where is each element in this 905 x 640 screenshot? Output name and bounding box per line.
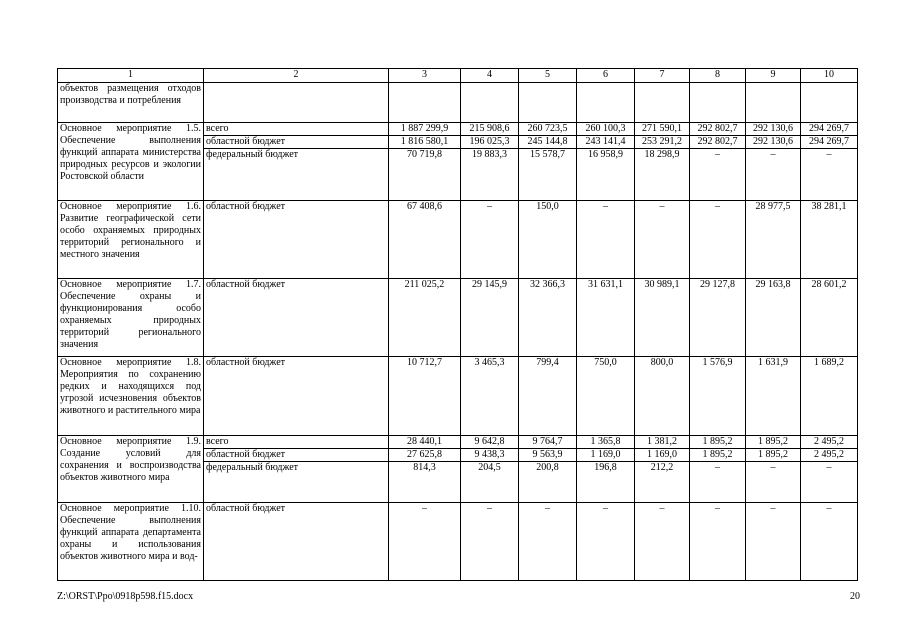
- amount-cell: 1 887 299,9: [389, 123, 461, 136]
- funding-source-cell: областной бюджет: [204, 136, 389, 149]
- amount-cell: 1 365,8: [577, 436, 635, 449]
- amount-cell: –: [690, 149, 746, 201]
- amount-cell: –: [577, 201, 635, 279]
- column-header: 8: [690, 69, 746, 83]
- amount-cell: 31 631,1: [577, 279, 635, 357]
- amount-cell: 1 576,9: [690, 357, 746, 436]
- amount-cell: 271 590,1: [635, 123, 690, 136]
- amount-cell: 2 495,2: [801, 449, 858, 462]
- amount-cell: 292 130,6: [746, 136, 801, 149]
- amount-cell: 9 563,9: [519, 449, 577, 462]
- funding-source-cell: [204, 83, 389, 123]
- amount-cell: 260 723,5: [519, 123, 577, 136]
- amount-cell: 245 144,8: [519, 136, 577, 149]
- amount-cell: 799,4: [519, 357, 577, 436]
- amount-cell: [461, 83, 519, 123]
- table-row: [58, 503, 858, 581]
- amount-cell: 38 281,1: [801, 201, 858, 279]
- amount-cell: 10 712,7: [389, 357, 461, 436]
- budget-table: [57, 68, 858, 581]
- amount-cell: 9 764,7: [519, 436, 577, 449]
- amount-cell: 1 689,2: [801, 357, 858, 436]
- amount-cell: 1 169,0: [577, 449, 635, 462]
- amount-cell: 2 495,2: [801, 436, 858, 449]
- amount-cell: 1 895,2: [746, 449, 801, 462]
- funding-source-cell: федеральный бюджет: [204, 462, 389, 503]
- amount-cell: –: [635, 503, 690, 581]
- header-row: [58, 69, 858, 83]
- funding-source-cell: областной бюджет: [204, 503, 389, 581]
- amount-cell: 215 908,6: [461, 123, 519, 136]
- amount-cell: 200,8: [519, 462, 577, 503]
- amount-cell: 27 625,8: [389, 449, 461, 462]
- amount-cell: –: [746, 503, 801, 581]
- amount-cell: 9 438,3: [461, 449, 519, 462]
- amount-cell: 3 465,3: [461, 357, 519, 436]
- activity-name-cell: Основное мероприятие 1.8. Мероприятия по сохранению редких и находящихся под угрозой исчезновения объектов животного и растительного мира: [58, 357, 204, 436]
- amount-cell: 253 291,2: [635, 136, 690, 149]
- funding-source-cell: всего: [204, 123, 389, 136]
- column-header: 2: [204, 69, 389, 83]
- amount-cell: 1 895,2: [690, 436, 746, 449]
- table-row: [58, 436, 858, 449]
- amount-cell: 19 883,3: [461, 149, 519, 201]
- amount-cell: 70 719,8: [389, 149, 461, 201]
- funding-source-cell: областной бюджет: [204, 279, 389, 357]
- amount-cell: 1 816 580,1: [389, 136, 461, 149]
- amount-cell: 1 895,2: [690, 449, 746, 462]
- amount-cell: [746, 83, 801, 123]
- amount-cell: 29 163,8: [746, 279, 801, 357]
- amount-cell: 30 989,1: [635, 279, 690, 357]
- amount-cell: [690, 83, 746, 123]
- amount-cell: 67 408,6: [389, 201, 461, 279]
- activity-name-cell: Основное мероприятие 1.5. Обеспечение выполнения функций аппарата министерства природных ресурсов и экологии Ростовской области: [58, 123, 204, 201]
- amount-cell: 204,5: [461, 462, 519, 503]
- activity-name-cell: объектов размещения отходов производства и потребления: [58, 83, 204, 123]
- amount-cell: 1 169,0: [635, 449, 690, 462]
- amount-cell: 243 141,4: [577, 136, 635, 149]
- activity-name-cell: Основное мероприятие 1.6. Развитие географической сети особо охраняемых природных территорий регионального и местного значения: [58, 201, 204, 279]
- amount-cell: 28 601,2: [801, 279, 858, 357]
- amount-cell: –: [519, 503, 577, 581]
- column-header: 9: [746, 69, 801, 83]
- table-row: [58, 83, 858, 123]
- amount-cell: 28 440,1: [389, 436, 461, 449]
- amount-cell: –: [461, 201, 519, 279]
- column-header: 10: [801, 69, 858, 83]
- funding-source-cell: всего: [204, 436, 389, 449]
- amount-cell: 211 025,2: [389, 279, 461, 357]
- column-header: 5: [519, 69, 577, 83]
- amount-cell: 814,3: [389, 462, 461, 503]
- amount-cell: [519, 83, 577, 123]
- amount-cell: 9 642,8: [461, 436, 519, 449]
- amount-cell: [635, 83, 690, 123]
- page-number: 20: [850, 591, 860, 602]
- activity-name-cell: Основное мероприятие 1.7. Обеспечение охраны и функционирования особо охраняемых природных территорий регионального значения: [58, 279, 204, 357]
- table-row: [58, 279, 858, 357]
- amount-cell: 292 802,7: [690, 123, 746, 136]
- amount-cell: –: [635, 201, 690, 279]
- amount-cell: 15 578,7: [519, 149, 577, 201]
- amount-cell: 150,0: [519, 201, 577, 279]
- amount-cell: 294 269,7: [801, 123, 858, 136]
- amount-cell: 292 130,6: [746, 123, 801, 136]
- file-path: Z:\ORST\Ppo\0918p598.f15.docx: [57, 591, 194, 602]
- column-header: 7: [635, 69, 690, 83]
- amount-cell: –: [690, 201, 746, 279]
- amount-cell: –: [690, 462, 746, 503]
- table-row: [58, 357, 858, 436]
- activity-name-cell: Основное мероприятие 1.9. Создание условий для сохранения и воспроизводства объектов животного мира: [58, 436, 204, 503]
- amount-cell: 29 145,9: [461, 279, 519, 357]
- amount-cell: 292 802,7: [690, 136, 746, 149]
- amount-cell: –: [746, 149, 801, 201]
- column-header: 4: [461, 69, 519, 83]
- amount-cell: [801, 83, 858, 123]
- amount-cell: –: [690, 503, 746, 581]
- funding-source-cell: областной бюджет: [204, 201, 389, 279]
- amount-cell: 196,8: [577, 462, 635, 503]
- column-header: 3: [389, 69, 461, 83]
- column-header: 6: [577, 69, 635, 83]
- amount-cell: 1 631,9: [746, 357, 801, 436]
- amount-cell: 32 366,3: [519, 279, 577, 357]
- amount-cell: –: [461, 503, 519, 581]
- amount-cell: [389, 83, 461, 123]
- amount-cell: 29 127,8: [690, 279, 746, 357]
- amount-cell: 260 100,3: [577, 123, 635, 136]
- activity-name-cell: Основное мероприятие 1.10. Обеспечение выполнения функций аппарата департамента охраны и использования объектов животного мира и вод-: [58, 503, 204, 581]
- table-row: [58, 123, 858, 136]
- amount-cell: –: [577, 503, 635, 581]
- amount-cell: 18 298,9: [635, 149, 690, 201]
- amount-cell: –: [801, 149, 858, 201]
- amount-cell: –: [801, 462, 858, 503]
- amount-cell: 750,0: [577, 357, 635, 436]
- amount-cell: –: [746, 462, 801, 503]
- amount-cell: 196 025,3: [461, 136, 519, 149]
- amount-cell: [577, 83, 635, 123]
- amount-cell: 28 977,5: [746, 201, 801, 279]
- amount-cell: 800,0: [635, 357, 690, 436]
- funding-source-cell: областной бюджет: [204, 357, 389, 436]
- column-header: 1: [58, 69, 204, 83]
- amount-cell: 16 958,9: [577, 149, 635, 201]
- amount-cell: –: [801, 503, 858, 581]
- amount-cell: –: [389, 503, 461, 581]
- funding-source-cell: федеральный бюджет: [204, 149, 389, 201]
- amount-cell: 294 269,7: [801, 136, 858, 149]
- table-row: [58, 201, 858, 279]
- amount-cell: 1 381,2: [635, 436, 690, 449]
- funding-source-cell: областной бюджет: [204, 449, 389, 462]
- amount-cell: 212,2: [635, 462, 690, 503]
- amount-cell: 1 895,2: [746, 436, 801, 449]
